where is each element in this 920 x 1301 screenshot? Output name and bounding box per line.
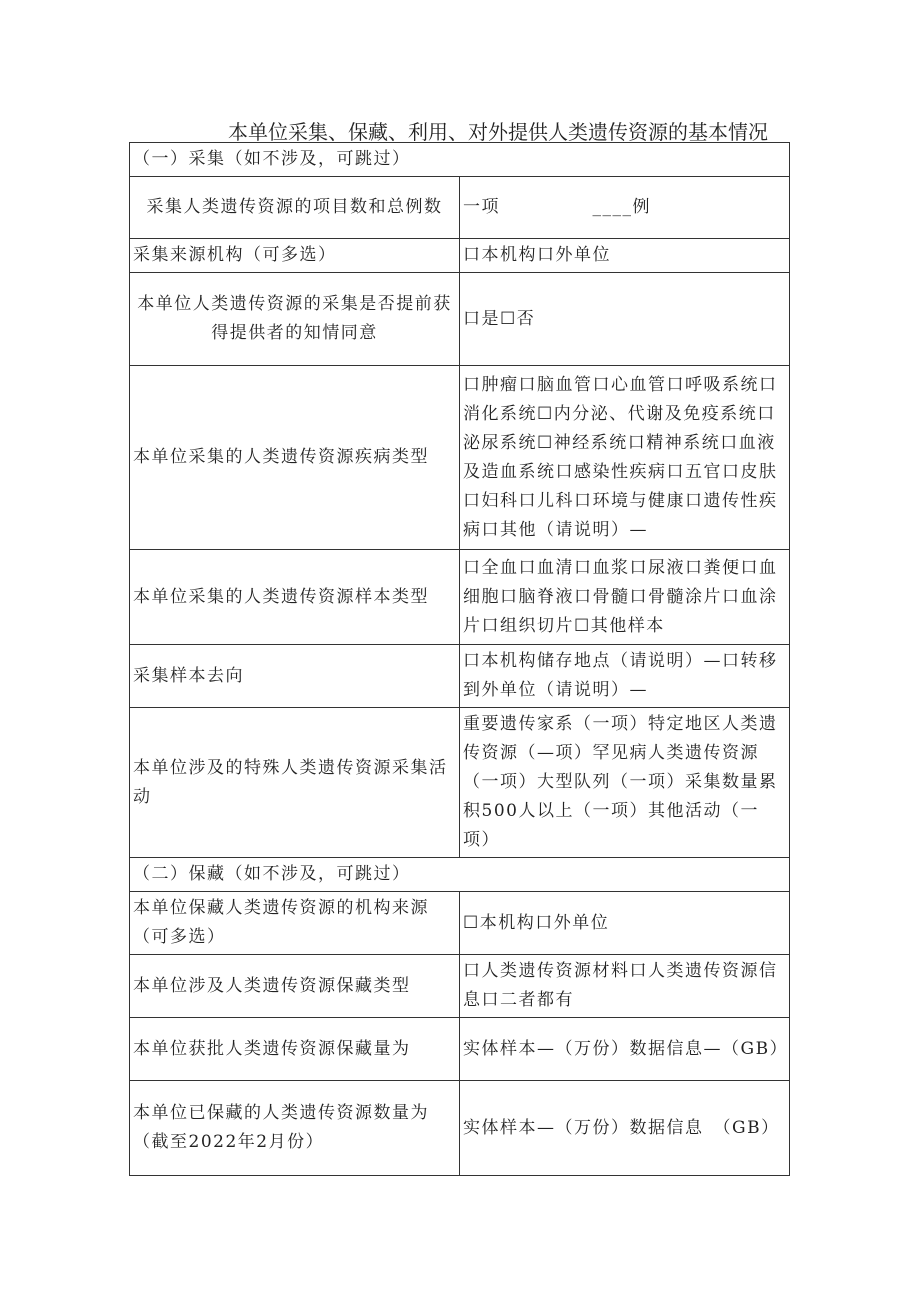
table-row (130, 1081, 790, 1176)
section-heading-collection: （一）采集（如不涉及，可跳过） (130, 143, 790, 177)
table-row (130, 366, 790, 550)
row-value[interactable]: 实体样本—（万份）数据信息 （GB） (460, 1081, 790, 1176)
table-row (130, 892, 790, 955)
row-value[interactable]: 重要遗传家系（一项）特定地区人类遗传资源（—项）罕见病人类遗传资源（一项）大型队列（一项）采集数量累积500人以上（一项）其他活动（一项） (460, 708, 790, 858)
row-label: 本单位采集的人类遗传资源疾病类型 (130, 366, 460, 550)
row-label: 本单位涉及人类遗传资源保藏类型 (130, 955, 460, 1018)
table-row (130, 708, 790, 858)
row-label: 采集样本去向 (130, 645, 460, 708)
table-row (130, 177, 790, 239)
page-title: 本单位采集、保藏、利用、对外提供人类遗传资源的基本情况 (228, 120, 768, 144)
table-row (130, 645, 790, 708)
row-label: 采集人类遗传资源的项目数和总例数 (130, 177, 460, 239)
table-row (130, 550, 790, 645)
row-value[interactable]: ☐本机构口外单位 (460, 892, 790, 955)
row-label: 本单位人类遗传资源的采集是否提前获得提供者的知情同意 (130, 273, 460, 366)
section-header-row (130, 143, 790, 177)
section-heading-storage: （二）保藏（如不涉及，可跳过） (130, 858, 790, 892)
row-value[interactable]: 口是☐否 (460, 273, 790, 366)
row-value[interactable]: 口全血口血清口血浆口尿液口粪便口血细胞口脑脊液口骨髓口骨髓涂片口血涂片口组织切片☐其他样本 (460, 550, 790, 645)
table-row (130, 955, 790, 1018)
row-label: 本单位保藏人类遗传资源的机构来源（可多选） (130, 892, 460, 955)
row-label: 本单位采集的人类遗传资源样本类型 (130, 550, 460, 645)
info-form-table (129, 142, 790, 1176)
section-header-row (130, 858, 790, 892)
table-row (130, 273, 790, 366)
row-label: 本单位获批人类遗传资源保藏量为 (130, 1018, 460, 1081)
table-row (130, 1018, 790, 1081)
row-label: 本单位涉及的特殊人类遗传资源采集活动 (130, 708, 460, 858)
row-value[interactable]: 口肿瘤口脑血管口心血管口呼吸系统口消化系统☐内分泌、代谢及免疫系统口泌尿系统☐神经系统口精神系统口血液及造血系统口感染性疾病口五官口皮肤口妇科口儿科口环境与健康口遗传性疾病口其他（请说明）— (460, 366, 790, 550)
row-label: 采集来源机构（可多选） (130, 239, 460, 273)
row-value[interactable]: 一项 ____例 (460, 177, 790, 239)
row-value[interactable]: 实体样本—（万份）数据信息—（GB） (460, 1018, 790, 1081)
table-row (130, 239, 790, 273)
row-label: 本单位已保藏的人类遗传资源数量为（截至2022年2月份） (130, 1081, 460, 1176)
row-value[interactable]: 口本机构储存地点（请说明）—口转移到外单位（请说明）— (460, 645, 790, 708)
row-value[interactable]: 口人类遗传资源材料口人类遗传资源信息口二者都有 (460, 955, 790, 1018)
row-value[interactable]: 口本机构口外单位 (460, 239, 790, 273)
